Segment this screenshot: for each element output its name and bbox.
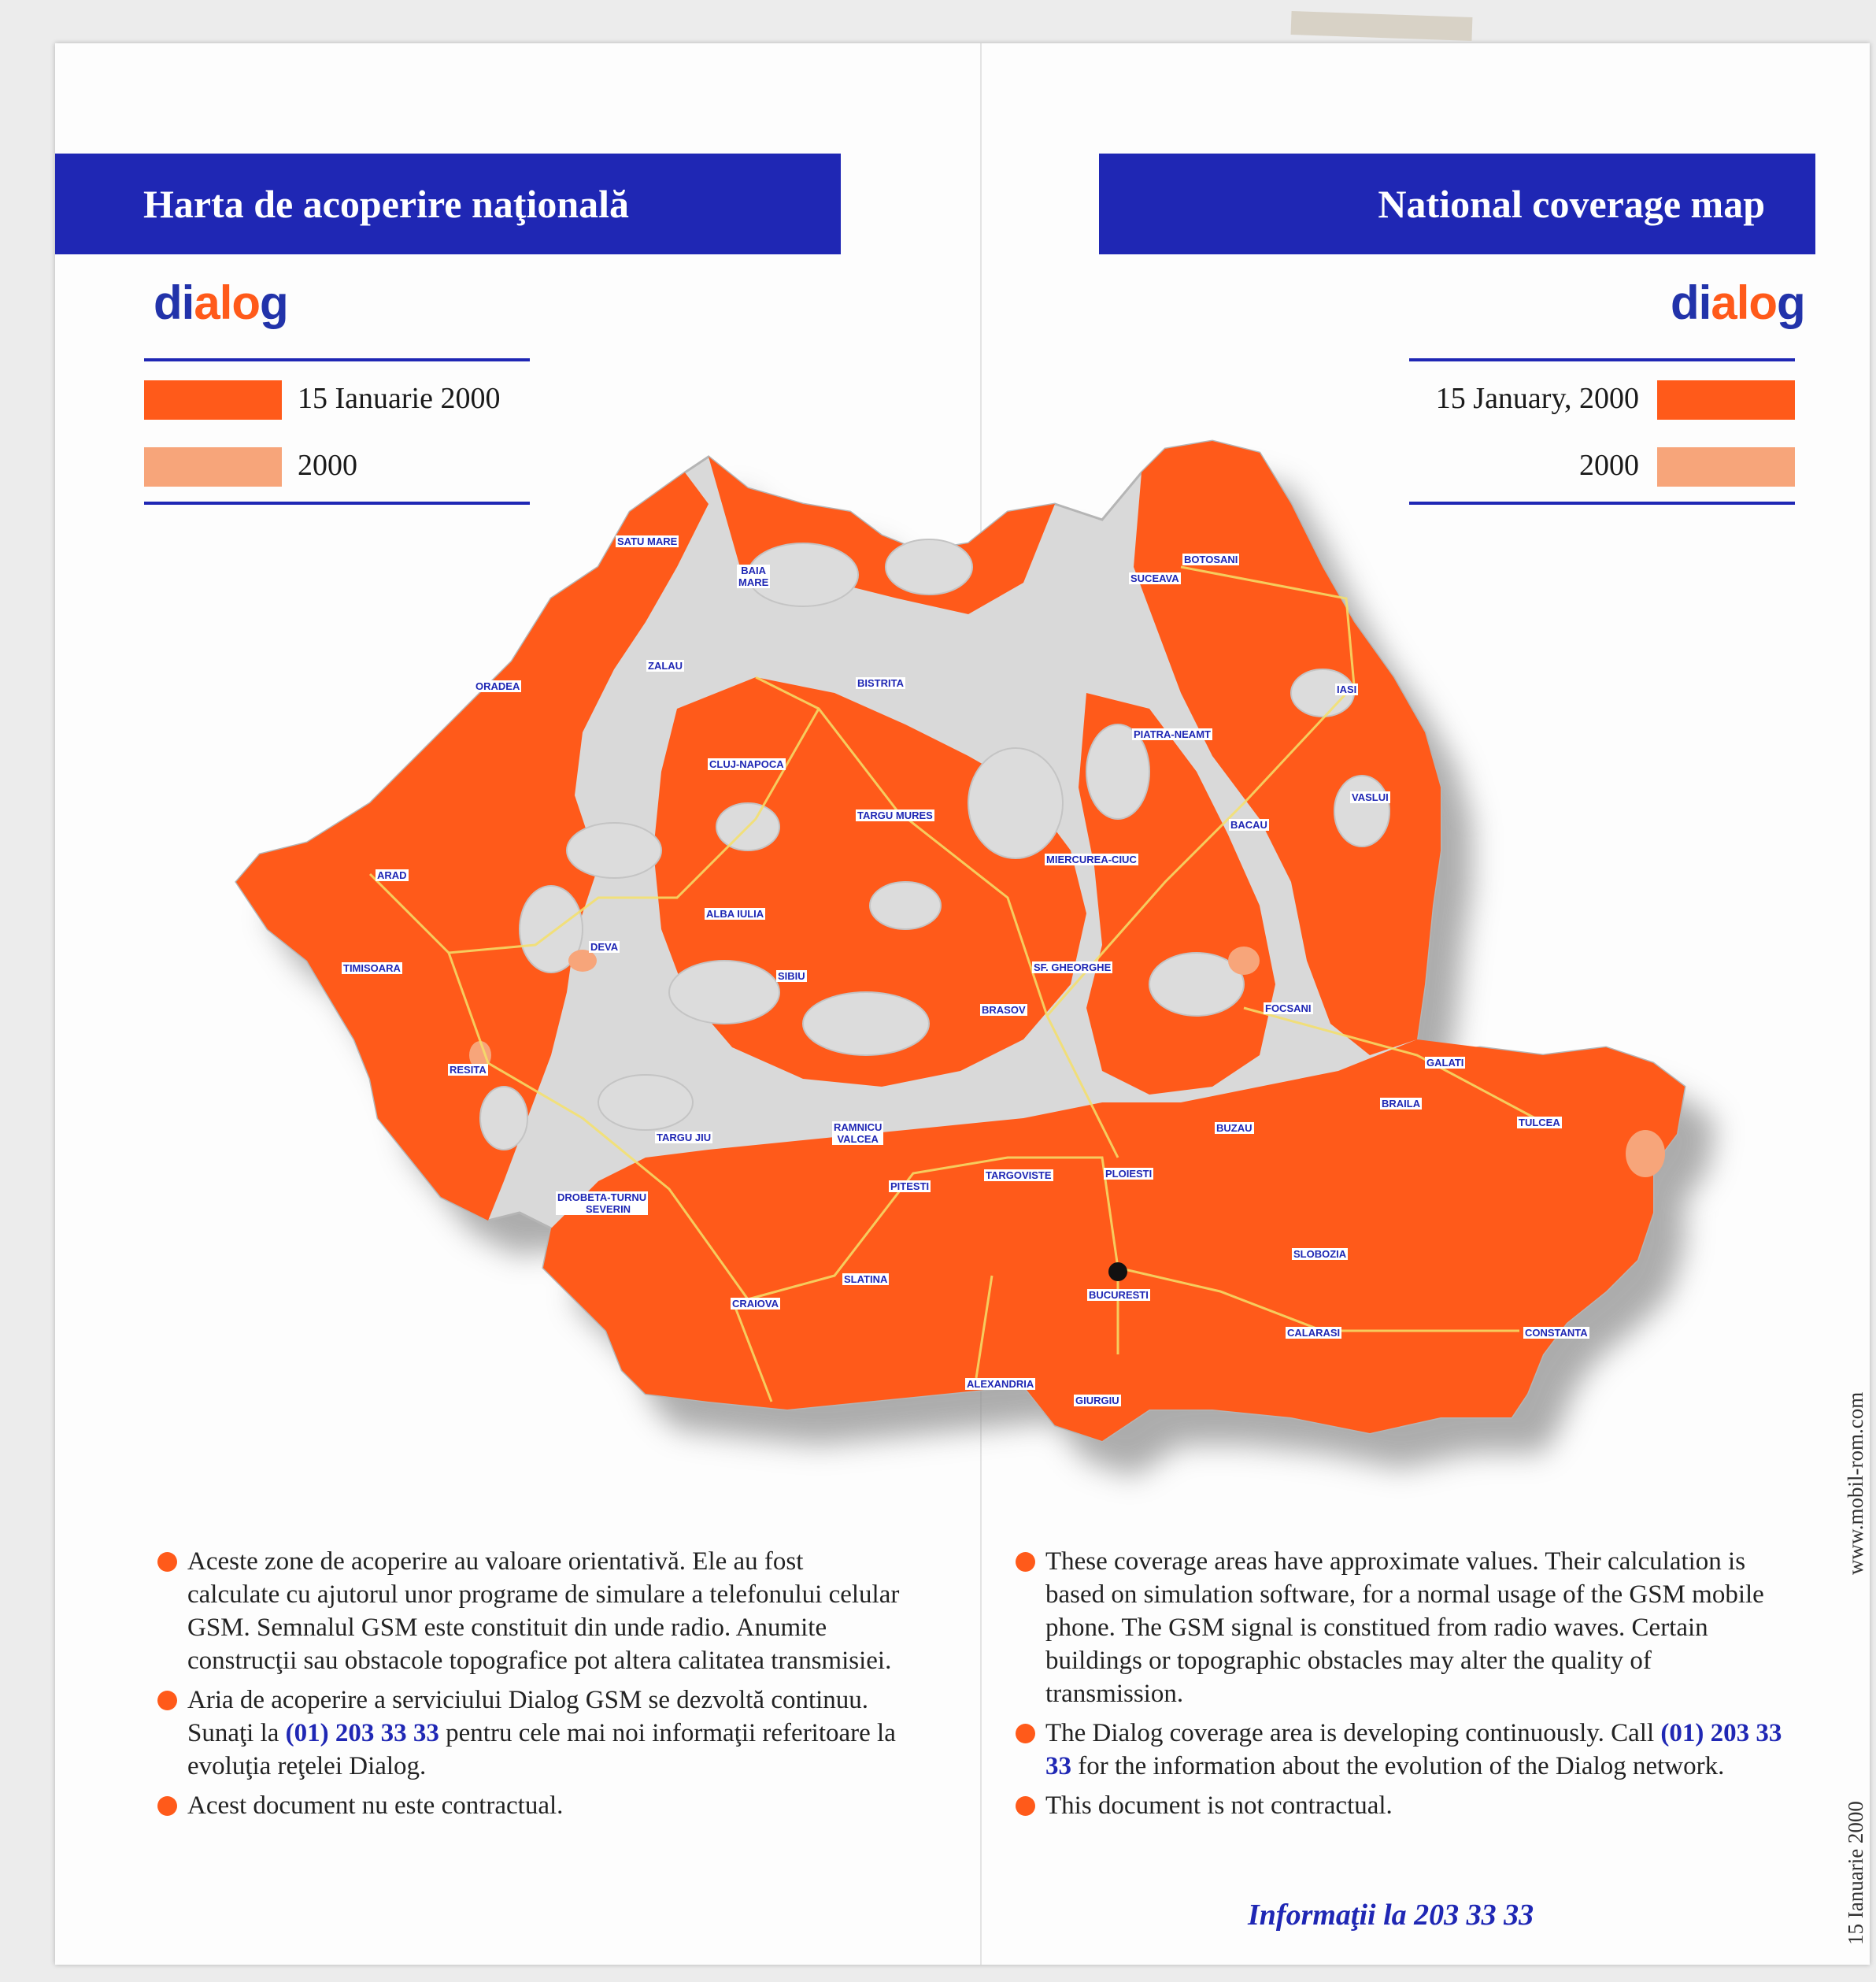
note-ro-1: Aceste zone de acoperire au valoare orientativă. Ele au fost calculate cu ajutorul unor programe de simulare a telefonului celular GSM. Semnalul GSM este constituit din unde radio. Anumite construcţii sau obstacole topografice pot altera calitatea transmisiei. <box>157 1545 901 1677</box>
note-ro-3: Acest document nu este contractual. <box>157 1789 901 1822</box>
legend-label-planned-en: 2000 <box>1579 449 1639 482</box>
city-label: TARGOVISTE <box>986 1169 1052 1181</box>
city-label: SF. GHEORGHE <box>1034 961 1112 973</box>
city-label: GIURGIU <box>1075 1395 1119 1406</box>
bullet-icon <box>1016 1724 1035 1743</box>
city-label: FOCSANI <box>1265 1002 1312 1014</box>
bullet-icon <box>1016 1796 1035 1816</box>
city-label: SUCEAVA <box>1130 572 1179 584</box>
city-label: ALEXANDRIA <box>967 1378 1034 1390</box>
city-label: SATU MARE <box>617 535 678 547</box>
city-label: ALBA IULIA <box>706 908 764 920</box>
city-label: SLATINA <box>844 1273 888 1285</box>
city-label: BOTOSANI <box>1184 554 1238 565</box>
city-label: BRASOV <box>982 1004 1026 1016</box>
city-label: BACAU <box>1230 819 1267 831</box>
city-label: DEVA <box>590 941 619 953</box>
city-label: MIERCUREA-CIUC <box>1046 854 1137 865</box>
dialog-logo-right: dialog <box>1671 276 1805 329</box>
legend-label-current-en: 15 January, 2000 <box>1435 382 1639 415</box>
info-phone-line: Informaţii la 203 33 33 <box>1248 1899 1534 1932</box>
website-text: www.mobil-rom.com <box>1844 1391 1867 1575</box>
city-label: SIBIU <box>778 970 805 982</box>
city-label: RAMNICU VALCEA <box>834 1121 882 1145</box>
city-label: GALATI <box>1426 1057 1464 1069</box>
city-label: TIMISOARA <box>343 962 401 974</box>
phone-number[interactable]: (01) 203 33 33 <box>285 1719 439 1747</box>
city-label: BAIA MARE <box>738 565 769 588</box>
bullet-icon <box>1016 1552 1035 1572</box>
dialog-logo-left: dialog <box>154 276 288 329</box>
city-label: SLOBOZIA <box>1293 1248 1347 1260</box>
note-ro-2: Aria de acoperire a serviciului Dialog GSM se dezvoltă continuu. Sunaţi la (01) 203 33 33 pentru cele mai noi informaţii referitoare la evoluţia reţelei Dialog. <box>157 1684 901 1783</box>
date-text: 15 Ianuarie 2000 <box>1844 1801 1867 1945</box>
city-label: PLOIESTI <box>1105 1168 1153 1180</box>
city-label: PIATRA-NEAMT <box>1134 728 1211 740</box>
bullet-icon <box>157 1796 177 1816</box>
city-label: BUCURESTI <box>1089 1289 1149 1301</box>
legend-label-current-ro: 15 Ianuarie 2000 <box>298 382 501 415</box>
notes-en <box>1016 1545 1795 1828</box>
city-label: RESITA <box>450 1064 487 1076</box>
city-label: BISTRITA <box>857 677 904 689</box>
city-label: BUZAU <box>1216 1122 1253 1134</box>
city-label: PITESTI <box>890 1180 930 1192</box>
city-label: IASI <box>1337 684 1357 695</box>
city-label: CONSTANTA <box>1525 1327 1588 1339</box>
city-label: CLUJ-NAPOCA <box>709 758 784 770</box>
city-label: CRAIOVA <box>732 1298 779 1310</box>
city-label: TARGU MURES <box>857 809 933 821</box>
city-label: TARGU JIU <box>657 1132 712 1143</box>
note-en-1: These coverage areas have approximate values. Their calculation is based on simulation software, for a normal usage of the GSM mobile phone. The GSM signal is constitued from radio waves. Certain buildings or topographic obstacles may alter the quality of transmission. <box>1016 1545 1795 1710</box>
coverage-areas <box>236 441 1685 1441</box>
city-label: ORADEA <box>475 680 520 692</box>
title-en: National coverage map <box>1378 182 1765 226</box>
title-ro: Harta de acoperire naţională <box>143 182 630 226</box>
city-label: BRAILA <box>1382 1098 1421 1110</box>
legend-label-planned-ro: 2000 <box>298 449 357 482</box>
city-label: CALARASI <box>1287 1327 1341 1339</box>
note-en-3: This document is not contractual. <box>1016 1789 1795 1822</box>
bullet-icon <box>157 1552 177 1572</box>
notes-ro <box>157 1545 901 1828</box>
phone-number[interactable]: (01) 203 33 33 <box>1045 1719 1782 1780</box>
city-label: TULCEA <box>1519 1117 1560 1128</box>
note-en-2: The Dialog coverage area is developing continuously. Call (01) 203 33 33 for the information about the evolution of the Dialog network. <box>1016 1717 1795 1783</box>
city-label: DROBETA-TURNU SEVERIN <box>557 1191 647 1215</box>
city-label: VASLUI <box>1352 791 1389 803</box>
bucuresti-marker <box>1108 1262 1127 1281</box>
city-label: ARAD <box>377 869 407 881</box>
bullet-icon <box>157 1691 177 1710</box>
city-label: ZALAU <box>648 660 683 672</box>
